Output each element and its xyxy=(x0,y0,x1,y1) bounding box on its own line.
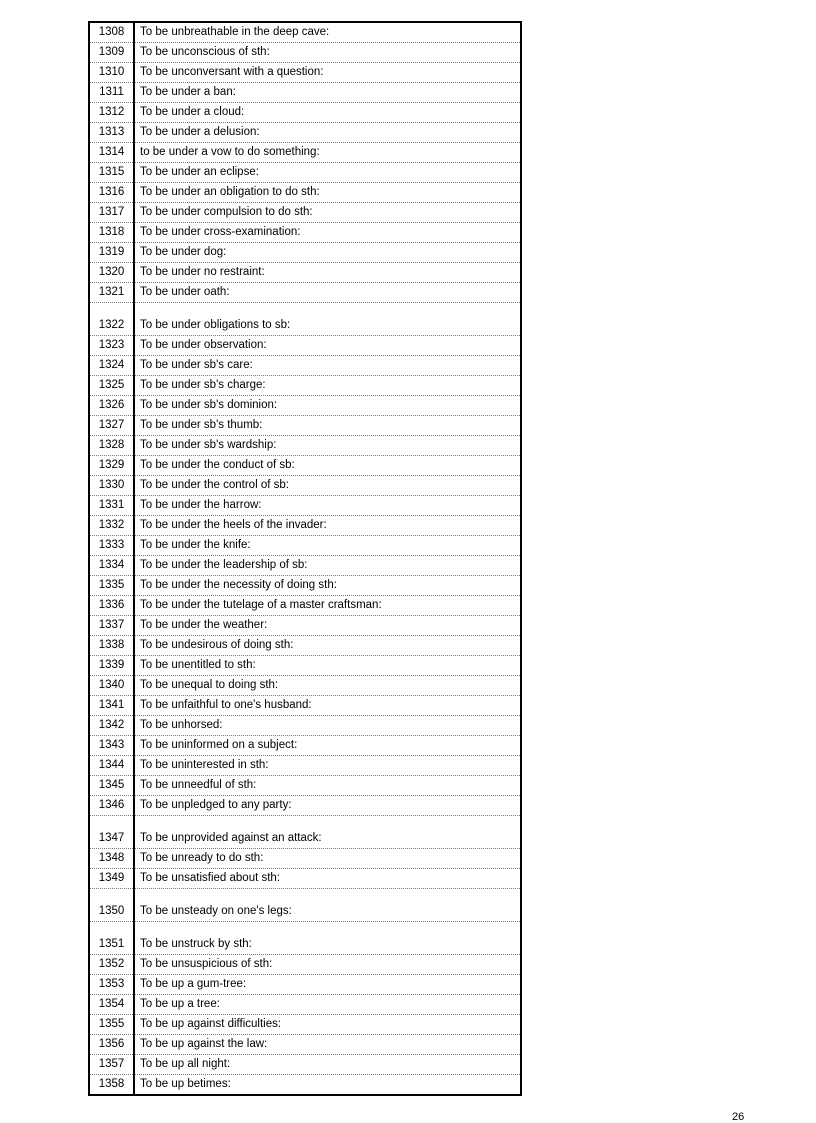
entry-number: 1325 xyxy=(89,376,134,396)
entry-number: 1316 xyxy=(89,183,134,203)
entry-phrase: To be under observation: xyxy=(134,336,521,356)
entry-phrase: To be unsteady on one's legs: xyxy=(134,889,521,922)
table-row xyxy=(89,656,521,676)
entry-number: 1338 xyxy=(89,636,134,656)
entry-number: 1334 xyxy=(89,556,134,576)
entry-phrase: To be unpledged to any party: xyxy=(134,796,521,816)
entry-phrase: to be under a vow to do something: xyxy=(134,143,521,163)
table-row xyxy=(89,496,521,516)
table-row xyxy=(89,396,521,416)
entry-number: 1309 xyxy=(89,43,134,63)
entry-number: 1355 xyxy=(89,1015,134,1035)
table-row xyxy=(89,22,521,43)
table-row xyxy=(89,203,521,223)
entry-number: 1343 xyxy=(89,736,134,756)
entry-number: 1337 xyxy=(89,616,134,636)
table-row xyxy=(89,516,521,536)
table-row xyxy=(89,223,521,243)
entry-phrase: To be under sb's care: xyxy=(134,356,521,376)
entry-number: 1313 xyxy=(89,123,134,143)
table-row xyxy=(89,336,521,356)
entry-phrase: To be undesirous of doing sth: xyxy=(134,636,521,656)
entry-phrase: To be unconversant with a question: xyxy=(134,63,521,83)
entry-phrase: To be under a ban: xyxy=(134,83,521,103)
table-row xyxy=(89,556,521,576)
entry-number: 1332 xyxy=(89,516,134,536)
entry-phrase: To be under the weather: xyxy=(134,616,521,636)
entry-phrase: To be under the tutelage of a master craftsman: xyxy=(134,596,521,616)
entry-number: 1326 xyxy=(89,396,134,416)
entry-phrase: To be under no restraint: xyxy=(134,263,521,283)
table-row xyxy=(89,736,521,756)
entry-phrase: To be under sb's dominion: xyxy=(134,396,521,416)
entry-number: 1330 xyxy=(89,476,134,496)
entry-number: 1347 xyxy=(89,816,134,849)
table-row xyxy=(89,416,521,436)
entry-phrase: To be unconscious of sth: xyxy=(134,43,521,63)
entry-phrase: To be uninformed on a subject: xyxy=(134,736,521,756)
entry-phrase: To be unentitled to sth: xyxy=(134,656,521,676)
table-row xyxy=(89,163,521,183)
entry-phrase: To be under the heels of the invader: xyxy=(134,516,521,536)
entry-phrase: To be under sb's wardship: xyxy=(134,436,521,456)
entry-number: 1318 xyxy=(89,223,134,243)
page-number: 26 xyxy=(732,1111,745,1123)
entry-phrase: To be unbreathable in the deep cave: xyxy=(134,22,521,43)
table-row xyxy=(89,376,521,396)
table-row xyxy=(89,456,521,476)
entry-phrase: To be under the harrow: xyxy=(134,496,521,516)
entry-phrase: To be up against difficulties: xyxy=(134,1015,521,1035)
entry-number: 1314 xyxy=(89,143,134,163)
entry-phrase: To be under compulsion to do sth: xyxy=(134,203,521,223)
table-row xyxy=(89,995,521,1015)
entry-phrase: To be under the leadership of sb: xyxy=(134,556,521,576)
entry-number: 1310 xyxy=(89,63,134,83)
entry-phrase: To be under the conduct of sb: xyxy=(134,456,521,476)
entry-phrase: To be unequal to doing sth: xyxy=(134,676,521,696)
entry-phrase: To be under dog: xyxy=(134,243,521,263)
table-row xyxy=(89,143,521,163)
table-row xyxy=(89,776,521,796)
entry-number: 1323 xyxy=(89,336,134,356)
table-row xyxy=(89,849,521,869)
entry-phrase: To be under oath: xyxy=(134,283,521,303)
entry-phrase: To be unhorsed: xyxy=(134,716,521,736)
entry-number: 1350 xyxy=(89,889,134,922)
entry-phrase: To be up against the law: xyxy=(134,1035,521,1055)
entry-phrase: To be unprovided against an attack: xyxy=(134,816,521,849)
table-row xyxy=(89,476,521,496)
entry-number: 1339 xyxy=(89,656,134,676)
entry-phrase: To be uninterested in sth: xyxy=(134,756,521,776)
entry-number: 1312 xyxy=(89,103,134,123)
entry-number: 1342 xyxy=(89,716,134,736)
table-row xyxy=(89,263,521,283)
entry-phrase: To be up a gum-tree: xyxy=(134,975,521,995)
entry-phrase: To be up betimes: xyxy=(134,1075,521,1096)
entry-phrase: To be up a tree: xyxy=(134,995,521,1015)
table-row xyxy=(89,975,521,995)
table-row xyxy=(89,83,521,103)
table-row xyxy=(89,716,521,736)
entry-number: 1349 xyxy=(89,869,134,889)
phrase-table xyxy=(88,21,522,1096)
table-row xyxy=(89,1035,521,1055)
entry-number: 1327 xyxy=(89,416,134,436)
table-row xyxy=(89,756,521,776)
entry-phrase: To be unsatisfied about sth: xyxy=(134,869,521,889)
entry-number: 1340 xyxy=(89,676,134,696)
entry-number: 1358 xyxy=(89,1075,134,1096)
entry-number: 1322 xyxy=(89,303,134,336)
entry-number: 1336 xyxy=(89,596,134,616)
table-row xyxy=(89,696,521,716)
table-row xyxy=(89,869,521,889)
entry-phrase: To be unsuspicious of sth: xyxy=(134,955,521,975)
entry-number: 1353 xyxy=(89,975,134,995)
table-row xyxy=(89,436,521,456)
table-row xyxy=(89,103,521,123)
entry-number: 1328 xyxy=(89,436,134,456)
entry-number: 1324 xyxy=(89,356,134,376)
entry-phrase: To be under sb's thumb: xyxy=(134,416,521,436)
table-row xyxy=(89,43,521,63)
entry-number: 1351 xyxy=(89,922,134,955)
table-row xyxy=(89,283,521,303)
entry-number: 1345 xyxy=(89,776,134,796)
table-row xyxy=(89,816,521,849)
entry-phrase: To be up all night: xyxy=(134,1055,521,1075)
table-row xyxy=(89,955,521,975)
table-row xyxy=(89,1055,521,1075)
entry-number: 1329 xyxy=(89,456,134,476)
entry-phrase: To be under cross-examination: xyxy=(134,223,521,243)
table-row xyxy=(89,922,521,955)
table-row xyxy=(89,889,521,922)
table-row xyxy=(89,616,521,636)
entry-number: 1321 xyxy=(89,283,134,303)
table-row xyxy=(89,1015,521,1035)
entry-number: 1331 xyxy=(89,496,134,516)
entry-number: 1319 xyxy=(89,243,134,263)
entry-number: 1341 xyxy=(89,696,134,716)
entry-phrase: To be under sb's charge: xyxy=(134,376,521,396)
entry-phrase: To be unstruck by sth: xyxy=(134,922,521,955)
table-row xyxy=(89,123,521,143)
entry-number: 1317 xyxy=(89,203,134,223)
phrase-table-body xyxy=(89,22,521,1095)
table-row xyxy=(89,596,521,616)
entry-number: 1348 xyxy=(89,849,134,869)
entry-number: 1344 xyxy=(89,756,134,776)
entry-phrase: To be unneedful of sth: xyxy=(134,776,521,796)
table-row xyxy=(89,63,521,83)
entry-number: 1356 xyxy=(89,1035,134,1055)
entry-number: 1335 xyxy=(89,576,134,596)
entry-phrase: To be under a delusion: xyxy=(134,123,521,143)
entry-number: 1354 xyxy=(89,995,134,1015)
entry-number: 1315 xyxy=(89,163,134,183)
entry-number: 1357 xyxy=(89,1055,134,1075)
entry-phrase: To be under an obligation to do sth: xyxy=(134,183,521,203)
table-row xyxy=(89,676,521,696)
entry-phrase: To be unready to do sth: xyxy=(134,849,521,869)
table-row xyxy=(89,1075,521,1096)
entry-phrase: To be under the knife: xyxy=(134,536,521,556)
entry-number: 1320 xyxy=(89,263,134,283)
entry-number: 1333 xyxy=(89,536,134,556)
entry-phrase: To be under the necessity of doing sth: xyxy=(134,576,521,596)
table-row xyxy=(89,303,521,336)
table-row xyxy=(89,796,521,816)
table-row xyxy=(89,356,521,376)
table-row xyxy=(89,243,521,263)
entry-number: 1352 xyxy=(89,955,134,975)
entry-phrase: To be under obligations to sb: xyxy=(134,303,521,336)
table-row xyxy=(89,536,521,556)
entry-number: 1311 xyxy=(89,83,134,103)
entry-number: 1308 xyxy=(89,22,134,43)
table-row xyxy=(89,576,521,596)
entry-phrase: To be under a cloud: xyxy=(134,103,521,123)
entry-phrase: To be under an eclipse: xyxy=(134,163,521,183)
table-row xyxy=(89,183,521,203)
entry-phrase: To be under the control of sb: xyxy=(134,476,521,496)
entry-number: 1346 xyxy=(89,796,134,816)
table-row xyxy=(89,636,521,656)
entry-phrase: To be unfaithful to one's husband: xyxy=(134,696,521,716)
